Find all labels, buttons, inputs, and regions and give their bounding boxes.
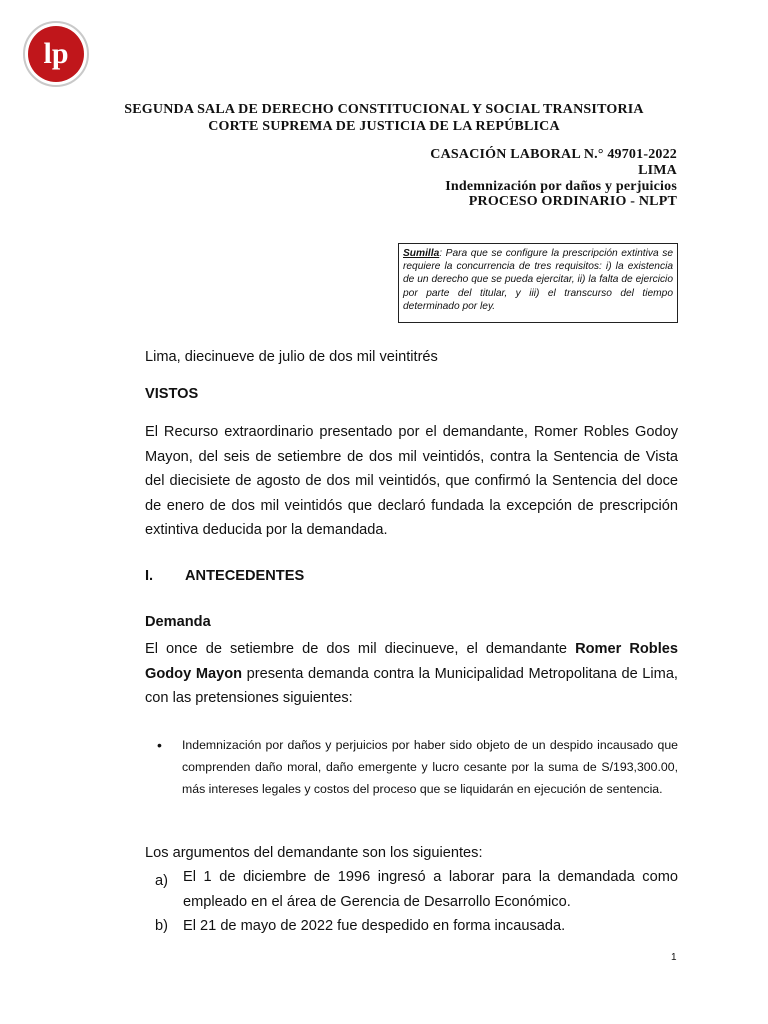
argument-marker: b)	[155, 918, 168, 934]
date-line: Lima, diecinueve de julio de dos mil veintitrés	[145, 349, 438, 365]
sumilla-text: : Para que se configure la prescripción extintiva se requiere la concurrencia de tres requisitos: i) la existencia de un derecho que se pueda ejercitar, ii) la falta de ejercicio por parte del titular, y iii) el transcurso del tiempo determinado por ley.	[403, 248, 673, 312]
demanda-text-part1: El once de setiembre de dos mil diecinueve, el demandante	[145, 641, 576, 657]
section-number: I.	[145, 568, 154, 584]
case-city: LIMA	[638, 163, 677, 178]
page-number: 1	[671, 952, 677, 963]
demanda-paragraph	[145, 637, 678, 711]
case-subject: Indemnización por daños y perjuicios	[445, 179, 677, 194]
lp-logo	[22, 20, 90, 88]
bullet-icon: •	[157, 737, 162, 753]
argument-marker: a)	[155, 873, 168, 889]
sumilla-box	[398, 243, 678, 323]
case-number: CASACIÓN LABORAL N.° 49701-2022	[430, 147, 677, 162]
vistos-paragraph: El Recurso extraordinario presentado por el demandante, Romer Robles Godoy Mayon, del seis de setiembre de dos mil veintidós, contra la Sentencia de Vista del diecisiete de agosto de dos mil veintidós, que confirmó la Sentencia del doce de enero de dos mil veintidós que declaró fundada la excepción de prescripción extintiva deducida por la demandada.	[145, 424, 678, 538]
sumilla-label: Sumilla	[403, 248, 440, 259]
vistos-heading: VISTOS	[145, 386, 199, 402]
demanda-text-part2: presenta demanda contra la Municipalidad Metropolitana de Lima, con las pretensiones siguientes:	[145, 665, 678, 706]
arguments-intro: Los argumentos del demandante son los siguientes:	[145, 845, 483, 861]
section-title: ANTECEDENTES	[185, 568, 305, 584]
demanda-heading: Demanda	[145, 614, 211, 630]
case-process: PROCESO ORDINARIO - NLPT	[468, 194, 677, 209]
argument-text: El 21 de mayo de 2022 fue despedido en forma incausada.	[183, 918, 566, 934]
court-header-line2: CORTE SUPREMA DE JUSTICIA DE LA REPÚBLICA	[208, 119, 560, 134]
argument-text: El 1 de diciembre de 1996 ingresó a laborar para la demandada como empleado en el área de Gerencia de Desarrollo Económico.	[183, 869, 678, 910]
lp-logo-icon	[22, 20, 90, 88]
plaintiff-name: Romer Robles Godoy Mayon	[145, 641, 678, 682]
claim-bullet-text: Indemnización por daños y perjuicios por haber sido objeto de un despido incausado que comprenden daño moral, daño emergente y lucro cesante por la suma de S/193,300.00, más intereses legales y costos del proceso que se liquidarán en ejecución de sentencia.	[182, 738, 678, 796]
court-header-line1: SEGUNDA SALA DE DERECHO CONSTITUCIONAL Y SOCIAL TRANSITORIA	[124, 102, 644, 117]
lp-logo-text: lp	[43, 37, 69, 70]
